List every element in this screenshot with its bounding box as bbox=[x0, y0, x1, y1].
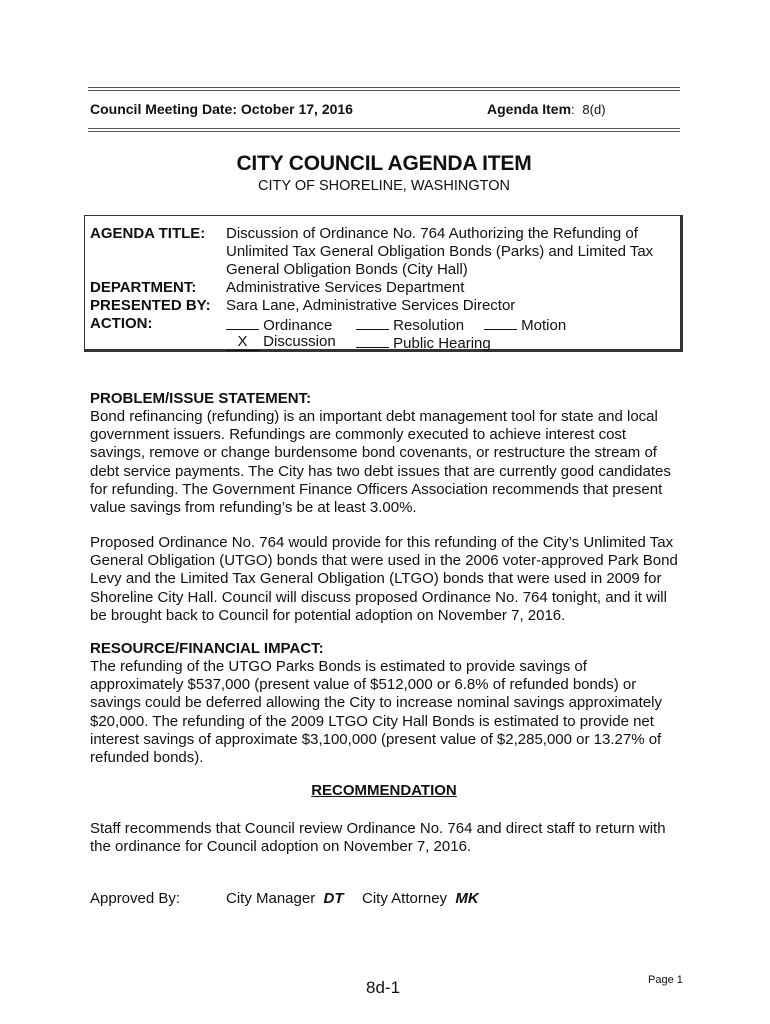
public-hearing-blank bbox=[356, 333, 389, 348]
recommendation-heading: RECOMMENDATION bbox=[311, 782, 457, 799]
city-attorney-label: City Attorney bbox=[362, 890, 448, 907]
agenda-title-line-1: Discussion of Ordinance No. 764 Authorizing the Refunding of bbox=[226, 225, 638, 242]
presented-by-value: Sara Lane, Administrative Services Director bbox=[226, 297, 516, 314]
city-attorney-approval bbox=[362, 890, 479, 907]
problem-paragraph-2: Proposed Ordinance No. 764 would provide for this refunding of the City’s Unlimited Tax General Obligation (UTGO) bonds that were used in the 2006 voter-approved Park Bond Levy and the Limited Tax General Obligation (LTGO) bonds that were used in 2009 for Shoreline City Hall. Council will discuss proposed Ordinance No. 764 tonight, and it will be brought back to Council for potential adoption on November 7, 2016. bbox=[90, 534, 678, 624]
motion-blank bbox=[484, 315, 517, 330]
department-value: Administrative Services Department bbox=[226, 279, 465, 296]
meeting-date: Council Meeting Date: October 17, 2016 bbox=[90, 101, 353, 117]
department-label: DEPARTMENT: bbox=[90, 279, 197, 296]
agenda-item-colon: : bbox=[571, 102, 575, 117]
ordinance-blank bbox=[226, 315, 259, 330]
header-rule-top-b bbox=[88, 90, 680, 91]
motion-label: Motion bbox=[521, 317, 567, 334]
city-manager-approval bbox=[226, 890, 344, 907]
discussion-label: Discussion bbox=[263, 333, 336, 350]
agenda-title-label: AGENDA TITLE: bbox=[90, 225, 206, 242]
problem-heading: PROBLEM/ISSUE STATEMENT: bbox=[90, 390, 312, 407]
agenda-title-line-3: General Obligation Bonds (City Hall) bbox=[226, 261, 468, 278]
resolution-label: Resolution bbox=[393, 317, 465, 334]
page-code: 8d-1 bbox=[366, 978, 401, 997]
resource-paragraph: The refunding of the UTGO Parks Bonds is estimated to provide savings of approximately $537,000 (present value of $512,000 or 6.8% of refunded bonds) or savings could be deferred allowing the City to increase nominal savings approximately $20,000. The refunding of the 2009 LTGO City Hall Bonds is estimated to provide net interest savings of approximate $3,100,000 (present value of $2,285,000 or 13.27% of refunded bonds). bbox=[90, 658, 662, 767]
city-attorney-initials: MK bbox=[455, 890, 479, 907]
page-number: Page 1 bbox=[648, 974, 683, 986]
agenda-item-label: Agenda Item bbox=[487, 101, 572, 117]
resource-heading: RESOURCE/FINANCIAL IMPACT: bbox=[90, 640, 324, 657]
agenda-title-line-2: Unlimited Tax General Obligation Bonds (Parks) and Limited Tax bbox=[226, 243, 654, 260]
presented-by-label: PRESENTED BY: bbox=[90, 297, 211, 314]
action-resolution bbox=[356, 315, 464, 334]
recommendation-paragraph: Staff recommends that Council review Ordinance No. 764 and direct staff to return with the ordinance for Council adoption on November 7, 2016. bbox=[90, 820, 666, 856]
ordinance-label: Ordinance bbox=[263, 317, 333, 334]
problem-paragraph-1: Bond refinancing (refunding) is an important debt management tool for state and local government issuers. Refundings are commonly executed to achieve interest cost savings, remove or change burdensome bond covenants, or restructure the stream of debt service payments. The City has two debt issues that are currently good candidates for refunding. The Government Finance Officers Association recommends that present value savings from refunding’s be at least 3.00%. bbox=[90, 408, 671, 517]
header-rule-top-a bbox=[88, 87, 680, 88]
discussion-mark: X bbox=[226, 333, 259, 351]
action-label: ACTION: bbox=[90, 315, 153, 332]
action-discussion bbox=[226, 333, 336, 351]
city-manager-initials: DT bbox=[323, 890, 344, 907]
action-ordinance bbox=[226, 315, 332, 334]
page-title: CITY COUNCIL AGENDA ITEM bbox=[236, 152, 532, 175]
action-public-hearing bbox=[356, 333, 491, 352]
page-subtitle: CITY OF SHORELINE, WASHINGTON bbox=[258, 178, 510, 194]
city-manager-label: City Manager bbox=[226, 890, 316, 907]
public-hearing-label: Public Hearing bbox=[393, 335, 491, 352]
approved-by-label: Approved By: bbox=[90, 890, 181, 907]
action-motion bbox=[484, 315, 566, 334]
agenda-item bbox=[487, 101, 606, 117]
resolution-blank bbox=[356, 315, 389, 330]
header-rule-bottom-a bbox=[88, 128, 680, 129]
agenda-item-value: 8(d) bbox=[582, 102, 606, 117]
header-rule-bottom-b bbox=[88, 131, 680, 132]
